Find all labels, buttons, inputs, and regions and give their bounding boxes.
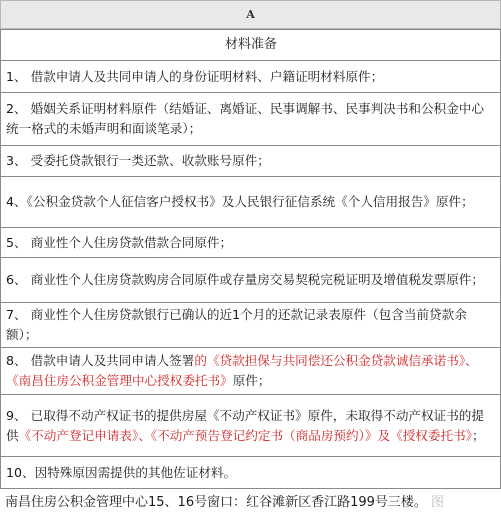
item-8 [1,348,501,395]
table-row [1,61,501,93]
table-row [1,348,501,395]
item-2: 2、 婚姻关系证明材料原件（结婚证、离婚证、民事调解书、民事判决书和公积金中心统一格式的未婚声明和面谈笔录）； [1,93,501,146]
table-row [1,395,501,457]
item-9 [1,395,501,457]
item-5: 5、 商业性个人住房贷款借款合同原件； [1,228,501,258]
footer-address [0,488,501,518]
item-4: 4、《公积金贷款个人征信客户授权书》及人民银行征信系统《个人信用报告》原件； [1,177,501,228]
table-row [1,228,501,258]
title-row [1,30,501,61]
table-row [1,303,501,348]
table-row [1,457,501,489]
item-8-text: 8、 借款申请人及共同申请人签署 [6,353,195,368]
materials-table [0,29,501,489]
item-9-text: 9、 已取得不动产权证书的提供房屋《不动产权证书》原件，未取得不动产权证书的提供 [6,407,484,443]
table-row [1,93,501,146]
item-6: 6、 商业性个人住房贷款购房合同原件或存量房交易契税完税证明及增值税发票原件； [1,258,501,303]
watermark: 图 [431,495,445,510]
item-1: 1、 借款申请人及共同申请人的身份证明材料、户籍证明材料原件； [1,61,501,93]
table-row [1,177,501,228]
item-3: 3、 受委托贷款银行一类还款、收款账号原件； [1,146,501,177]
table-row [1,146,501,177]
item-7: 7、 商业性个人住房贷款银行已确认的近1个月的还款记录表原件（包含当前贷款余额）； [1,303,501,348]
footer-text: 南昌住房公积金管理中心15、16号窗口：红谷滩新区香江路199号三楼。 [5,495,427,510]
item-8-highlight: 的《贷款担保与共同偿还公积金贷款诚信承诺书》、《南昌住房公积金管理中心授权委托书》 [6,353,478,388]
column-header-a: A [0,0,501,29]
item-9-tail: ； [471,427,485,443]
item-8-tail: 原件； [232,373,271,388]
table-title: 材料准备 [1,30,501,61]
item-10: 10、因特殊原因需提供的其他佐证材料。 [1,457,501,489]
table-row [1,258,501,303]
item-9-highlight: 《不动产登记申请表》、《不动产预告登记约定书（商品房预约）》及《授权委托书》 [18,427,472,443]
